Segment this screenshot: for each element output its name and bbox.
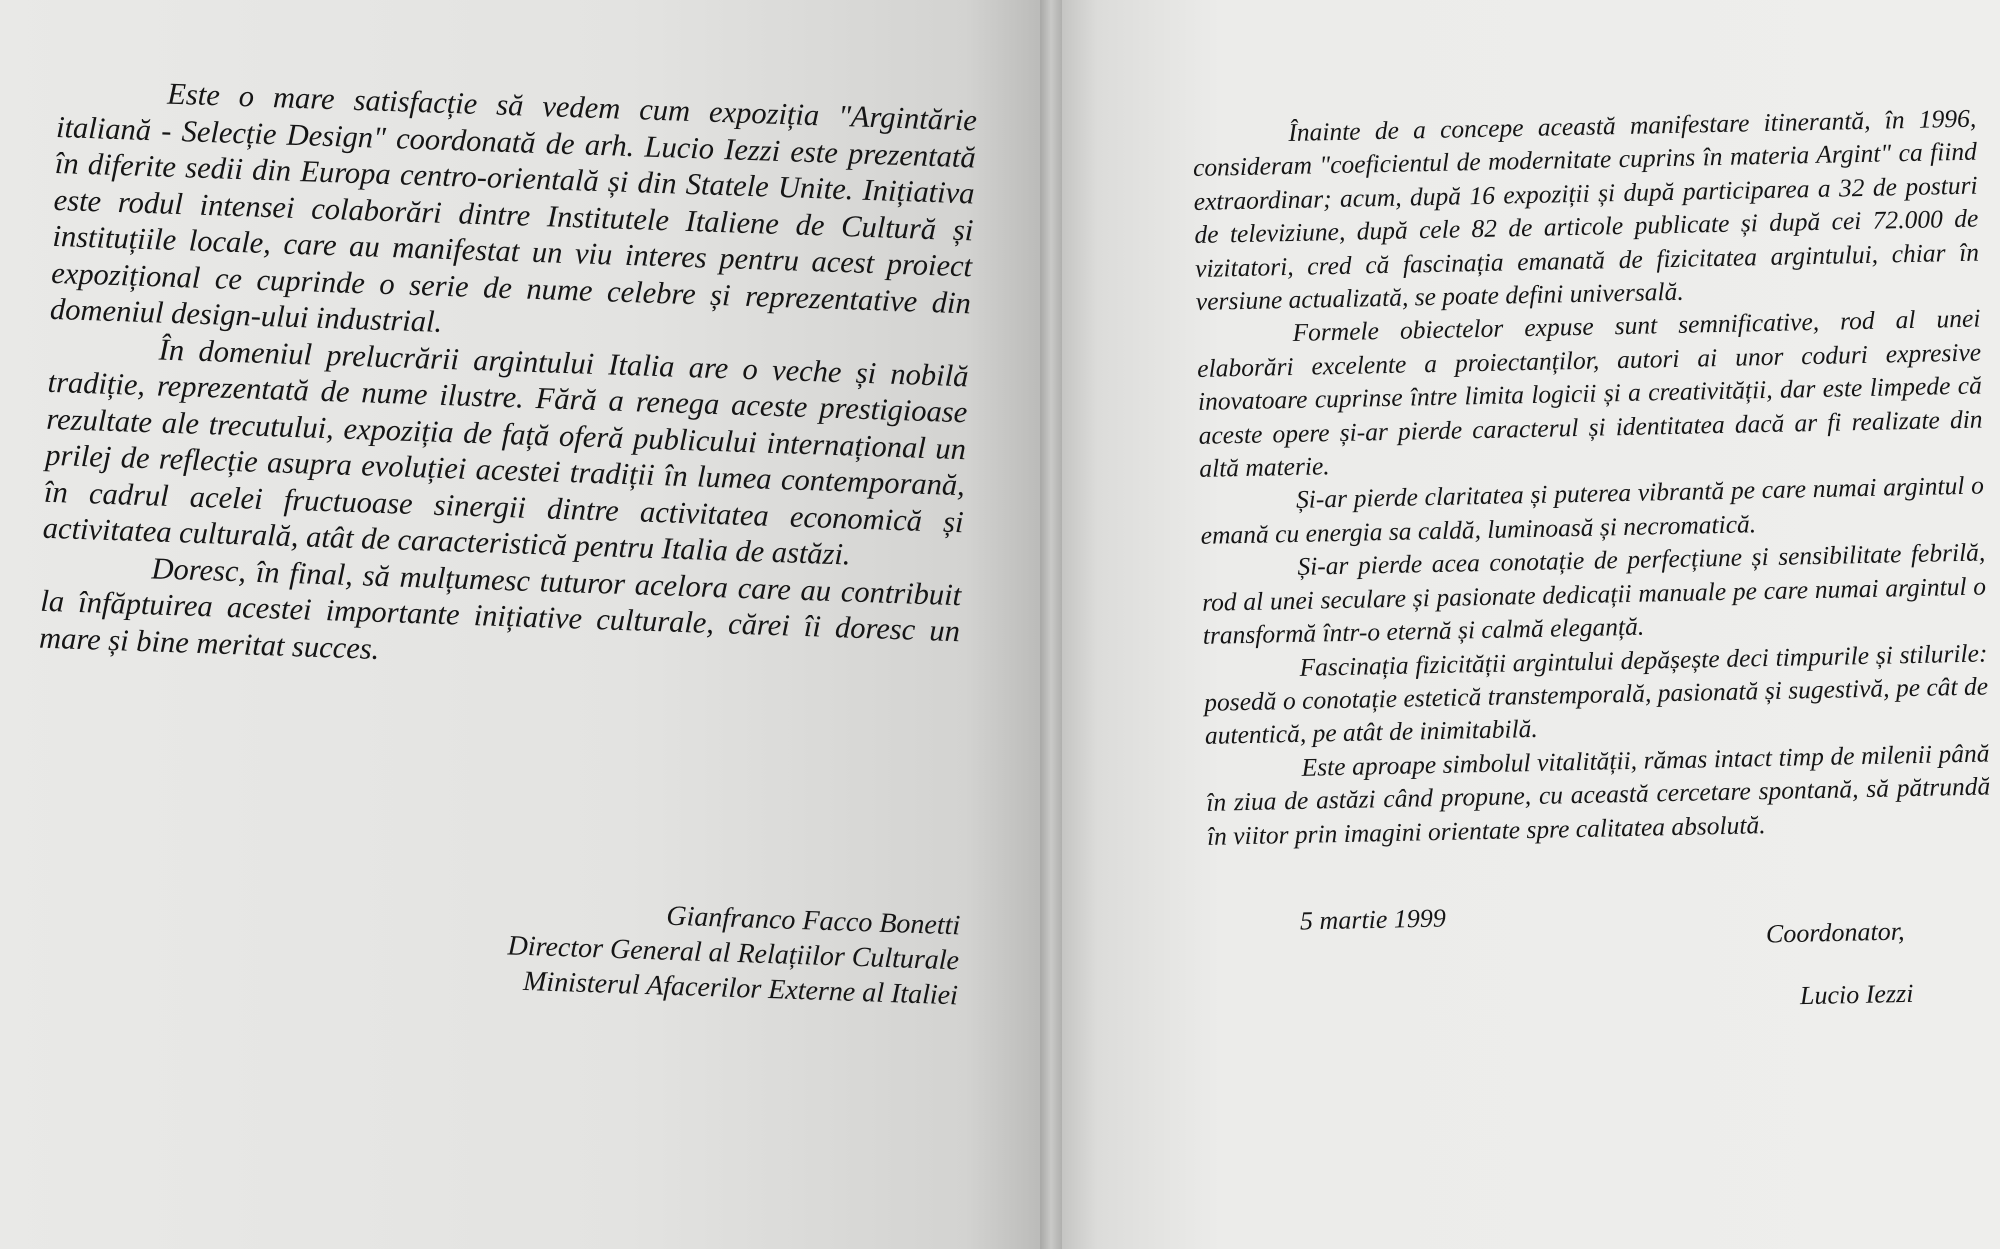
right-paragraph-6: Este aproape simbolul vitalității, rămas intact timp de milenii până în ziua de astăzi când propune, cu această cercetare spontană, să pătrundă în viitor prin imagini orientate spre calitatea absolută. xyxy=(1206,738,1991,851)
signature-title: Director General al Relațiilor Culturale xyxy=(507,930,960,977)
book-gutter xyxy=(1040,0,1062,1249)
signature-name: Gianfranco Facco Bonetti xyxy=(665,900,961,942)
left-page-text xyxy=(38,72,978,1012)
right-paragraph-4: Și-ar pierde acea conotație de perfecțiune și sensibilitate febrilă, rod al unei seculare și pasionate dedicații manuale pe care numai argintul o transformă într-o eternă și calmă eleganță. xyxy=(1201,537,1987,650)
document-date: 5 martie 1999 xyxy=(1299,903,1447,936)
coordinator-label: Coordonator, xyxy=(1765,916,1905,949)
right-paragraph-5: Fascinația fizicității argintului depășește deci timpurile și stilurile: posedă o conotație estetică transtemporală, pasionată și sugestivă, pe cât de autentică, pe atât de inimitabilă. xyxy=(1203,637,1989,751)
signature-ministry: Ministerul Afacerilor Externe al Italiei xyxy=(522,965,959,1012)
right-paragraph-3: Și-ar pierde claritatea și puterea vibrantă pe care numai argintul o emană cu energia sa caldă, luminoasă și necromatică. xyxy=(1200,470,1985,550)
right-page-text xyxy=(1192,102,1991,853)
coordinator-name: Lucio Iezzi xyxy=(1799,978,1914,1011)
left-paragraph-2: În domeniul prelucrării argintului Italia are o veche și nobilă tradiție, reprezentată de nume ilustre. Fără a renega aceste prestigioase rezultate ale trecutului, expoziția de față oferă publicului internațional un prilej de reflecție asupra evoluției acestei tradiții în lumea contemporană, în cadrul acelei fructuoase sinergii dintre activitatea economică și activitatea culturală, atât de caracteristică pentru Italia de astăzi. xyxy=(42,332,969,572)
right-paragraph-1: Înainte de a concepe această manifestare itinerantă, în 1996, consideram "coeficientul de modernitate cuprins în materia Argint" ca fiind extraordinar; acum, după 16 expoziții și după participarea a 32 de posturi de televiziune, după cele 82 de articole publicate și după cei 72.000 de vizitatori, cred că fascinația emanată de fizicitatea argintului, chiar în versiune actualizată, se poate defini universală. xyxy=(1192,103,1980,316)
left-paragraph-1: Este o mare satisfacție să vedem cum expoziția "Argintărie italiană - Selecție Design" coordonată de arh. Lucio Iezzi este prezentată în diferite sedii din Europa centro-orientală și din Statele Unite. Inițiativa este rodul intensei colaborări dintre Institutele Italiene de Cultură și instituțiile locale, care au manifestat un viu interes pentru acest proiect expozițional ce cuprinde o serie de nume celebre și reprezentative din domeniul design-ului industrial. xyxy=(49,76,978,339)
right-paragraph-2: Formele obiectelor expuse sunt semnificative, rod al unei elaborări excelente a proiectanților, autori ai unor coduri expresive inovatoare cuprinse între limita logicii și a creativității, dar este limpede că aceste opere și-ar pierde caracterul și identitatea dacă ar fi realizate din altă materie. xyxy=(1196,303,1983,483)
left-paragraph-3: Doresc, în final, să mulțumesc tuturor acelora care au contribuit la înfăptuirea acestei importante inițiative culturale, cărei îi doresc un mare și bine meritat succes. xyxy=(38,550,962,666)
